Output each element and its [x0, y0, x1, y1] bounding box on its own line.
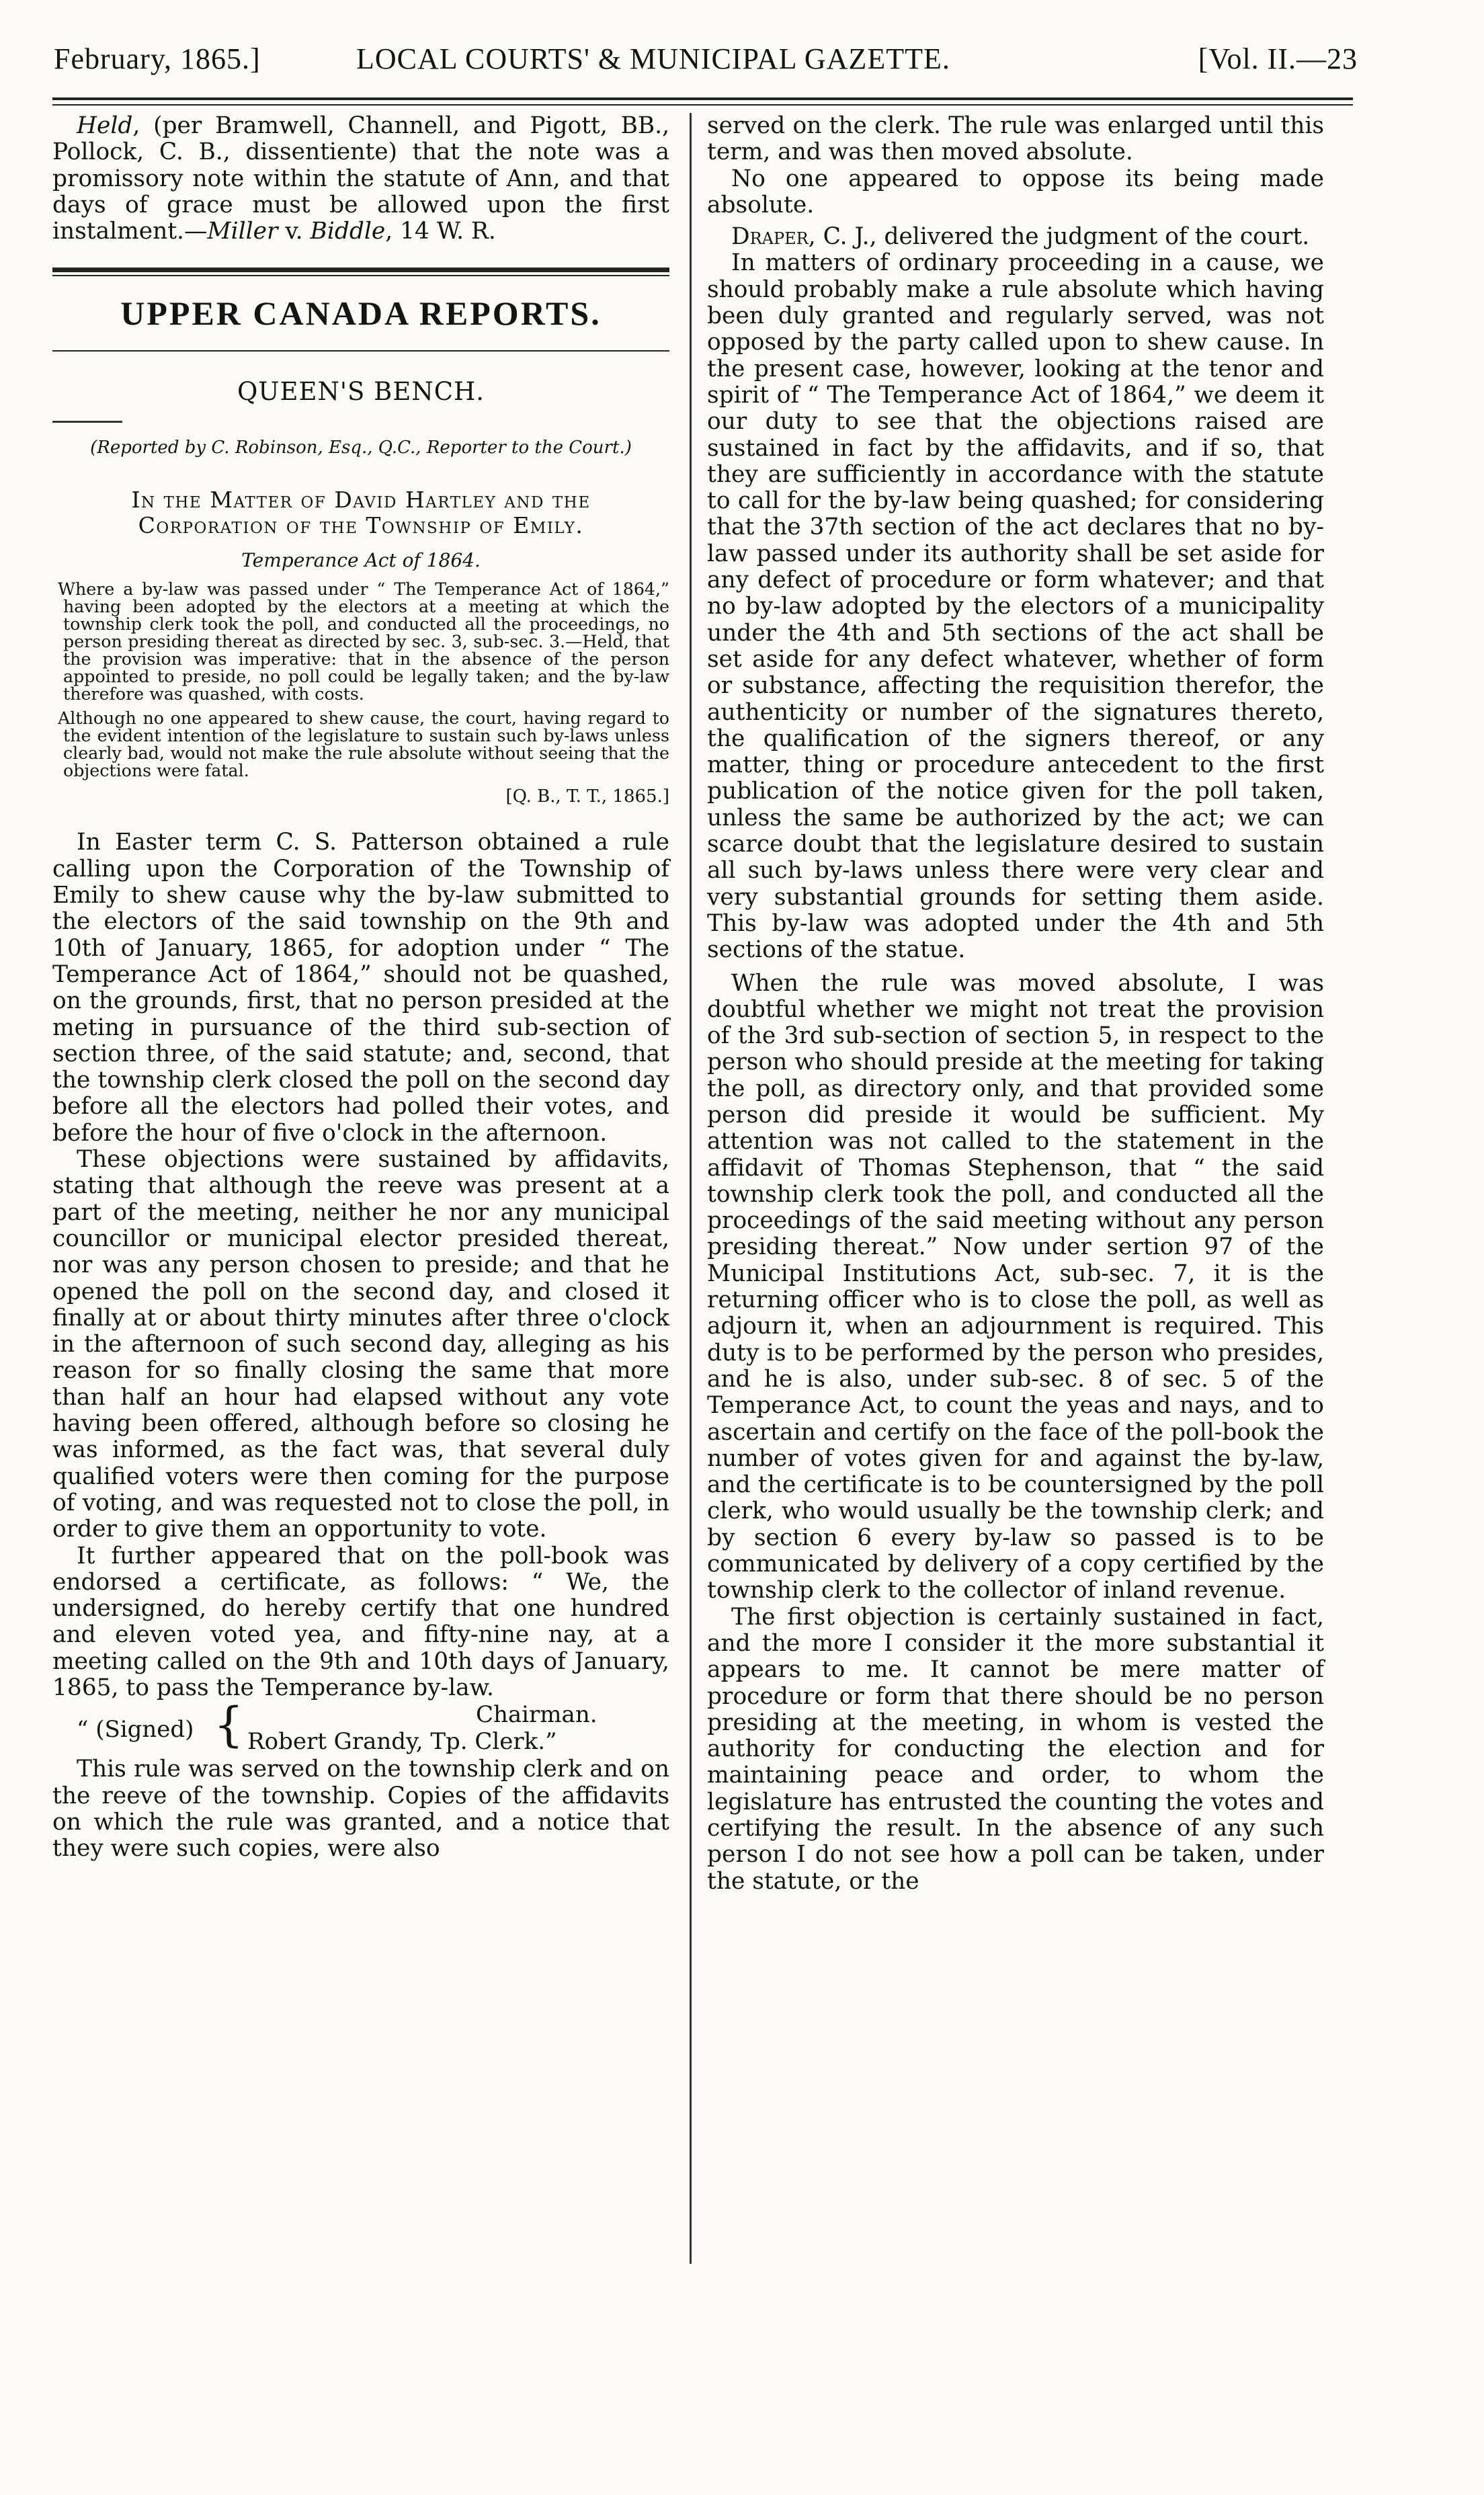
judge-name: Draper: [731, 223, 809, 251]
right-paragraph-4: In matters of ordinary proceeding in a cause, we should probably make a rule absolute which having been duly granted and regularly served, was not opposed by the party called upon to shew cause. In the present case, however, looking at the tenor and spirit of “ The Temperance Act of 1864,” we deem it our duty to see that the objections raised are sustained in fact by the affidavits, and if so, that they are sufficiently in accordance with the statute to call for the by-law being quashed; for considering that the 37th section of the act declares that no by-law passed under its authority shall be set aside for any defect of procedure or form whatever; and that no by-law adopted by the electors of a municipality under the 4th and 5th sections of the act shall be set aside for any defect whatever, whether of form or substance, affecting the requisition therefor, the authenticity or number of the signatures thereto, the qualification of the signers thereof, or any matter, thing or procedure antecedent to the first publication of the notice given for the poll taken, unless the same be authorized by the act; we can scarce doubt that the legislature desired to sustain all such by-laws unless there were very clear and very substantial grounds for setting them aside. This by-law was adopted under the 4th and 5th sections of the statue.: [707, 249, 1324, 964]
report-title: UPPER CANADA REPORTS.: [120, 294, 602, 333]
case-citation: , 14 W. R.: [385, 218, 496, 245]
headnote-1: Where a by-law was passed under “ The Temperance Act of 1864,” having been adopted by the electors at a meeting at which the township clerk took the poll, and conducted all the proceedings, no person presiding thereat as directed by sec. 3, sub-sec. 3.—Held, that the provision was imperative: that in the absence of the person appointed to preside, no poll could be legally taken; and the by-law therefore was quashed, with costs.: [58, 579, 669, 704]
left-paragraph-4: This rule was served on the township clerk and on the reeve of the township. Copies of the affidavits on which the rule was granted, and a notice that they were such copies, were also: [52, 1756, 669, 1863]
right-paragraph-5: When the rule was moved absolute, I was doubtful whether we might not treat the provision of the 3rd sub-section of section 5, in respect to the person who should preside at the meeting for taking the poll, as directory only, and that provided some person did preside it would be sufficient. My attention was not called to the statement in the affidavit of Thomas Stephenson, that “ the said township clerk took the poll, and conducted all the proceedings of the said meeting without any person presiding thereat.” Now under sertion 97 of the Municipal Institutions Act, sub-sec. 7, it is the returning officer who is to close the poll, as well as adjourn it, when an adjournment is required. This duty is to be performed by the person who presides, and he is also, under sub-sec. 8 of sec. 5 of the Temperance Act, to count the yeas and nays, and to ascertain and certify on the face of the poll-book the number of votes given for and against the by-law, and the certificate is to be countersigned by the poll clerk, who would usually be the township clerk; and by section 6 every by-law so passed is to be communicated by delivery of a copy certified by the township clerk to the collector of inland revenue.: [707, 969, 1324, 1604]
reporter-line: (Reported by C. Robinson, Esq., Q.C., Reporter to the Court.): [90, 438, 632, 458]
judgment-intro: , C. J., delivered the judgment of the court.: [808, 223, 1310, 251]
held-text: , (per Bramwell, Channell, and Pigott, BB., Pollock, C. B., dissentiente) that the note was a promissory note within the statute of Ann, and that days of grace must be allowed upon the first instalment.—: [52, 112, 669, 245]
right-paragraph-3: [707, 224, 1324, 250]
right-paragraph-6: The first objection is certainly sustained in fact, and the more I consider it the more substantial it appears to me. It cannot be mere matter of procedure or form that there should be no person presiding at the meeting, in whom is vested the authority for conducting the election and for maintaining peace and order, to whom the legislature has entrusted the counting the votes and certifying the result. In the absence of any such person I do not see how a poll can be taken, under the statute, or the: [707, 1603, 1324, 1895]
court-name: QUEEN'S BENCH.: [237, 377, 485, 407]
signed-chairman: Chairman.: [476, 1701, 597, 1729]
title-rule: [52, 350, 669, 352]
header-volume: [Vol. II.—23: [1198, 42, 1358, 75]
case-title-line-2: Corporation of the Township of Emily.: [138, 512, 584, 539]
court-rule: [52, 421, 122, 423]
held-word: Held: [77, 112, 133, 139]
header-rule-thin: [52, 104, 1353, 106]
right-paragraph-2: No one appeared to oppose its being made absolute.: [707, 165, 1324, 218]
case-v: v.: [278, 218, 311, 245]
right-column: [707, 114, 1324, 1895]
case-name-miller: Miller: [207, 218, 278, 245]
signed-brace: {: [214, 1697, 244, 1753]
section-rule-thick: [52, 268, 669, 272]
page-header: [47, 42, 1358, 82]
header-date: February, 1865.]: [54, 42, 261, 75]
header-title: LOCAL COURTS' & MUNICIPAL GAZETTE.: [356, 42, 950, 75]
column-divider: [690, 113, 692, 2264]
case-name-biddle: Biddle: [310, 218, 386, 245]
section-rule-thin: [52, 275, 669, 276]
left-column: [52, 114, 669, 1862]
held-paragraph: [52, 113, 669, 245]
headnote-citation: [Q. B., T. T., 1865.]: [505, 786, 669, 807]
signed-label: “ (Signed): [77, 1716, 194, 1744]
signature-block: [52, 1697, 669, 1756]
act-title: Temperance Act of 1864.: [241, 549, 481, 572]
right-paragraph-1: served on the clerk. The rule was enlarged until this term, and was then moved absolute.: [707, 112, 1324, 166]
case-title-line-1: In the Matter of David Hartley and the: [131, 487, 591, 514]
left-paragraph-1: In Easter term C. S. Patterson obtained a rule calling upon the Corporation of the Township of Emily to shew cause why the by-law submitted to the electors of the said township on the 9th and 10th of January, 1865, for adoption under “ The Temperance Act of 1864,” should not be quashed, on the grounds, first, that no person presided at the meting in pursuance of the third sub-section of section three, of the said statute; and, second, that the township clerk closed the poll on the second day before all the electors had polled their votes, and before the hour of five o'clock in the afternoon.: [52, 829, 669, 1147]
header-rule-thick: [52, 97, 1353, 100]
left-paragraph-3: It further appeared that on the poll-book was endorsed a certificate, as follows: “ We, the undersigned, do hereby certify that one hundred and eleven voted yea, and fifty-nine nay, at a meeting called on the 9th and 10th days of January, 1865, to pass the Temperance by-law.: [52, 1542, 669, 1701]
signed-clerk: Robert Grandy, Tp. Clerk.”: [247, 1728, 557, 1756]
headnote-2: Although no one appeared to shew cause, the court, having regard to the evident intention of the legislature to sustain such by-laws unless clearly bad, would not make the rule absolute without seeing that the objections were fatal.: [58, 708, 669, 781]
left-paragraph-2: These objections were sustained by affidavits, stating that although the reeve was present at a part of the meeting, neither he nor any municipal councillor or municipal elector presided thereat, nor was any person chosen to preside; and that he opened the poll on the second day, and closed it finally at or about thirty minutes after three o'clock in the afternoon of such second day, alleging as his reason for so finally closing the same that more than half an hour had elapsed without any vote having been offered, although before so closing he was informed, as the fact was, that several duly qualified voters were then coming for the purpose of voting, and was requested not to close the poll, in order to give them an opportunity to vote.: [52, 1146, 669, 1543]
